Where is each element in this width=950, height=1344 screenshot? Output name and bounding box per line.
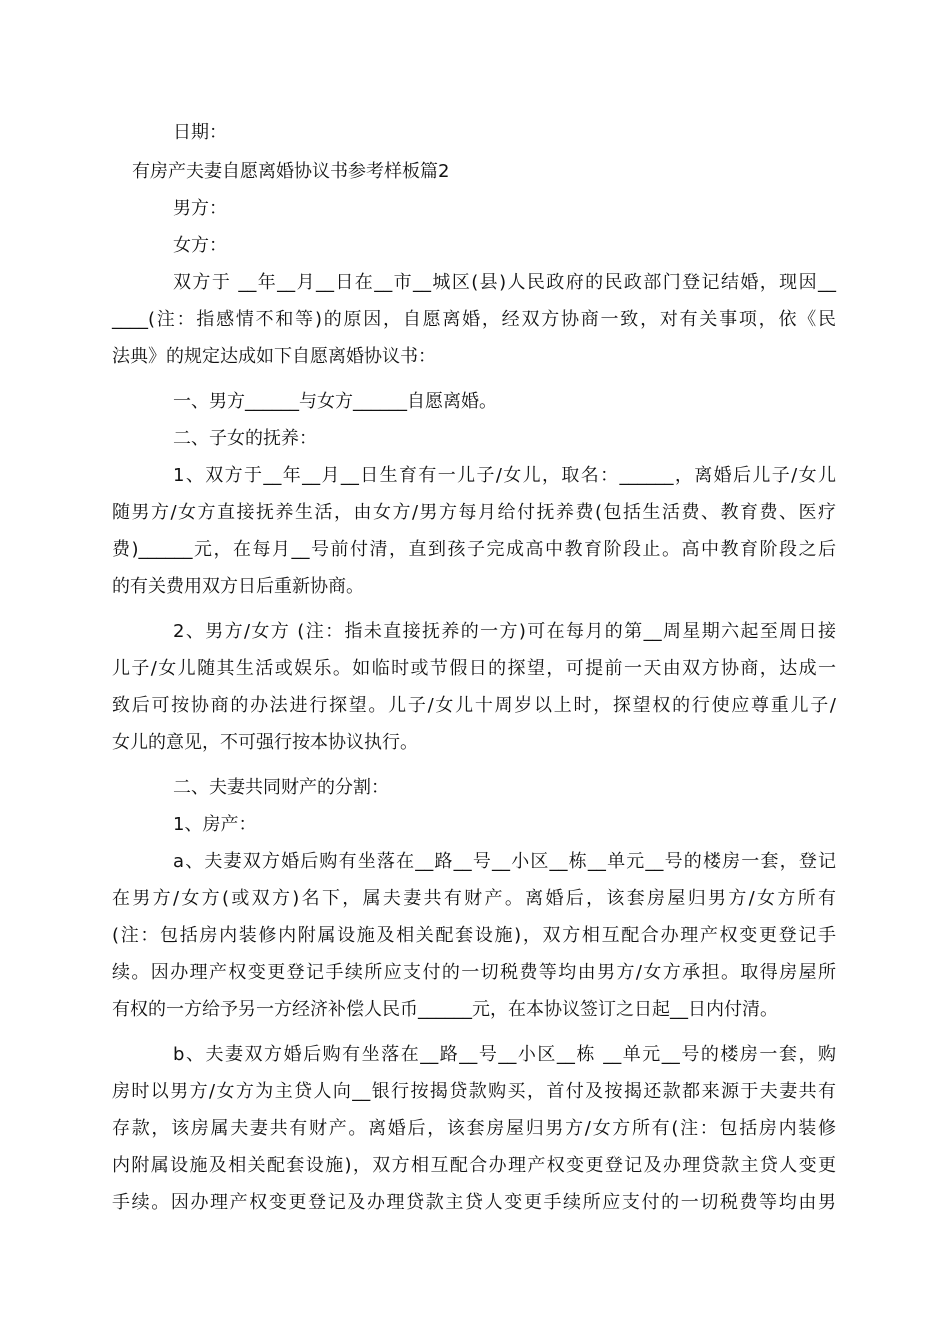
paragraph-line: 续。因办理产权变更登记手续所应支付的一切税费等均由男方/女方承担。取得房屋所: [112, 962, 836, 983]
male-label: 男方：: [173, 198, 227, 219]
paragraph-line: 2、男方/女方 (注：指未直接抚养的一方)可在每月的第__周星期六起至周日接: [173, 621, 836, 642]
paragraph-line: 的有关费用双方日后重新协商。: [112, 576, 364, 597]
property-b-paragraph: [112, 1036, 836, 1221]
paragraph-line: 费)______元，在每月__号前付清，直到孩子完成高中教育阶段止。高中教育阶段之后: [112, 539, 836, 560]
property-heading: 1、房产：: [173, 814, 257, 835]
clause-3-heading: 二、夫妻共同财产的分割：: [173, 777, 389, 798]
paragraph-line: 双方于 __年__月__日在__市__城区(县)人民政府的民政部门登记结婚，现因__: [173, 272, 836, 293]
paragraph-line: 在男方/女方(或双方)名下，属夫妻共有财产。离婚后，该套房屋归男方/女方所有: [112, 888, 836, 909]
paragraph-line: 法典》的规定达成如下自愿离婚协议书：: [112, 346, 436, 367]
paragraph-line: 有权的一方给予另一方经济补偿人民币______元，在本协议签订之日起__日内付清。: [112, 999, 778, 1020]
paragraph-line: 致后可按协商的办法进行探望。儿子/女儿十周岁以上时，探望权的行使应尊重儿子/: [112, 695, 836, 716]
paragraph-line: 存款，该房属夫妻共有财产。离婚后，该套房屋归男方/女方所有(注：包括房内装修: [112, 1118, 836, 1139]
paragraph-line: 手续。因办理产权变更登记及办理贷款主贷人变更手续所应支付的一切税费等均由男: [112, 1192, 836, 1213]
paragraph-line: 女儿的意见，不可强行按本协议执行。: [112, 732, 418, 753]
paragraph-line: 内附属设施及相关配套设施)，双方相互配合办理产权变更登记及办理贷款主贷人变更: [112, 1155, 836, 1176]
intro-paragraph: [112, 264, 836, 375]
clause-2-1-paragraph: [112, 457, 836, 605]
paragraph-line: a、夫妻双方婚后购有坐落在__路__号__小区__栋__单元__号的楼房一套，登记: [173, 851, 836, 872]
paragraph-line: 儿子/女儿随其生活或娱乐。如临时或节假日的探望，可提前一天由双方协商，达成一: [112, 658, 836, 679]
clause-2-heading: 二、子女的抚养：: [173, 428, 317, 449]
document-body: [112, 114, 836, 1221]
property-a-paragraph: [112, 843, 836, 1028]
clause-1: 一、男方______与女方______自愿离婚。: [173, 391, 497, 412]
paragraph-line: b、夫妻双方婚后购有坐落在__路__号__小区__栋 __单元__号的楼房一套，购: [173, 1044, 836, 1065]
date-label: 日期：: [173, 122, 227, 143]
paragraph-line: ____(注：指感情不和等)的原因，自愿离婚，经双方协商一致，对有关事项，依《民: [112, 309, 836, 330]
paragraph-line: (注：包括房内装修内附属设施及相关配套设施)，双方相互配合办理产权变更登记手: [112, 925, 836, 946]
paragraph-line: 房时以男方/女方为主贷人向__银行按揭贷款购买，首付及按揭还款都来源于夫妻共有: [112, 1081, 836, 1102]
paragraph-line: 1、双方于__年__月__日生育有一儿子/女儿，取名：______，离婚后儿子/女儿: [173, 465, 837, 486]
female-label: 女方：: [173, 235, 227, 256]
document-title: 有房产夫妻自愿离婚协议书参考样板篇2: [132, 161, 450, 182]
paragraph-line: 随男方/女方直接抚养生活，由女方/男方每月给付抚养费(包括生活费、教育费、医疗: [112, 502, 836, 523]
clause-2-2-paragraph: [112, 613, 836, 761]
